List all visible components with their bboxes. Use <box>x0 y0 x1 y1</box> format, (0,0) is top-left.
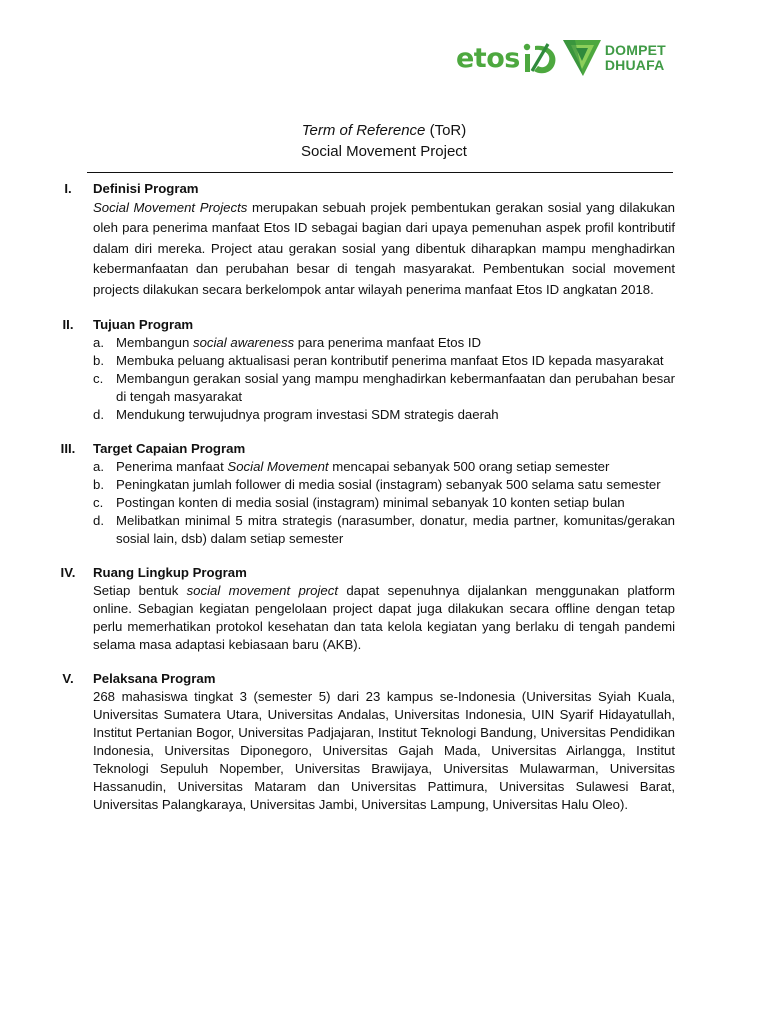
document-title <box>0 120 768 162</box>
section-number: III. <box>60 441 76 457</box>
section-number: II. <box>62 317 74 333</box>
list-item: c. Postingan konten di media sosial (instagram) minimal sebanyak 10 konten setiap bulan <box>93 495 625 511</box>
list-item: a. Penerima manfaat Social Movement mencapai sebanyak 500 orang setiap semester <box>93 459 610 475</box>
list-item: b. Membuka peluang aktualisasi peran kontributif penerima manfaat Etos ID kepada masyarakat <box>93 353 664 369</box>
targets-list <box>93 458 675 548</box>
title-line-2: Social Movement Project <box>301 143 467 160</box>
section-heading: Tujuan Program <box>93 317 194 333</box>
section-number: I. <box>64 181 72 196</box>
section-heading: Target Capaian Program <box>93 441 246 457</box>
list-item: a. Membangun social awareness para penerima manfaat Etos ID <box>93 335 482 351</box>
etos-logo-text: etos <box>456 42 520 74</box>
title-line-1: Term of Reference (ToR) <box>301 122 467 139</box>
list-item: d. Mendukung terwujudnya program investasi SDM strategis daerah <box>93 407 499 423</box>
section-target-capaian <box>0 440 768 548</box>
section-ruang-lingkup <box>0 564 768 654</box>
logo <box>456 36 686 80</box>
section-number: IV. <box>60 565 76 581</box>
document-body <box>0 180 768 830</box>
section-paragraph: Social Movement Projects merupakan sebuah projek pembentukan gerakan sosial yang dilakukan oleh para penerima manfaat Etos ID sebagai bagian dari upaya pemenuhan aspek profil kontributif dalam diri mereka. Project atau gerakan sosial yang dibentuk diharapkan mampu menghadirkan kebermanfaatan dan perubahan besar di tengah masyarakat. Pembentukan social movement projects dilakukan secara berkelompok antar wilayah penerima manfaat Etos ID angkatan 2018. <box>93 200 675 297</box>
etos-id-mark-icon <box>521 38 559 78</box>
section-definisi-program <box>0 180 768 300</box>
section-paragraph: Setiap bentuk social movement project dapat sepenuhnya dijalankan menggunakan platform online. Sebagian kegiatan pengelolaan project dapat juga dilakukan secara offline dengan tetap perlu memerhatikan protokol kesehatan dan tata kelola kegiatan yang berlaku di tengah pandemi selama masa adaptasi kebiasaan baru (AKB). <box>93 583 675 653</box>
section-number: V. <box>62 671 74 687</box>
section-tujuan-program <box>0 316 768 424</box>
section-heading: Definisi Program <box>93 181 199 196</box>
section-pelaksana-program <box>0 670 768 814</box>
list-item: d. Melibatkan minimal 5 mitra strategis (narasumber, donatur, media partner, komunitas/gerakan sosial lain, dsb) dalam setiap semester <box>93 513 675 547</box>
section-heading: Ruang Lingkup Program <box>93 565 247 581</box>
goals-list <box>93 334 675 424</box>
title-divider <box>87 172 673 173</box>
section-paragraph: 268 mahasiswa tingkat 3 (semester 5) dari 23 kampus se-Indonesia (Universitas Syiah Kuala, Universitas Sumatera Utara, Universitas Andalas, Universitas Indonesia, UIN Syarif Hidayatullah, Institut Pertanian Bogor, Universitas Padjajaran, Institut Teknologi Bandung, Universitas Pendidikan Indonesia, Universitas Diponegoro, Universitas Gajah Mada, Universitas Airlangga, Institut Teknologi Sepuluh Nopember, Universitas Brawijaya, Universitas Mulawarman, Universitas Hassanudin, Universitas Mataram dan Universitas Pattimura, Universitas Sulawesi Barat, Universitas Palangkaraya, Universitas Jambi, Universitas Lampung, Universitas Halu Oleo). <box>93 689 675 813</box>
section-heading: Pelaksana Program <box>93 671 216 687</box>
dompet-dhuafa-icon <box>561 36 603 80</box>
list-item: c. Membangun gerakan sosial yang mampu menghadirkan kebermanfaatan dan perubahan besar di tengah masyarakat <box>93 371 675 405</box>
list-item: b. Peningkatan jumlah follower di media sosial (instagram) sebanyak 500 selama satu semester <box>93 477 661 493</box>
dompet-dhuafa-wordmark: DOMPET DHUAFA <box>604 42 666 73</box>
